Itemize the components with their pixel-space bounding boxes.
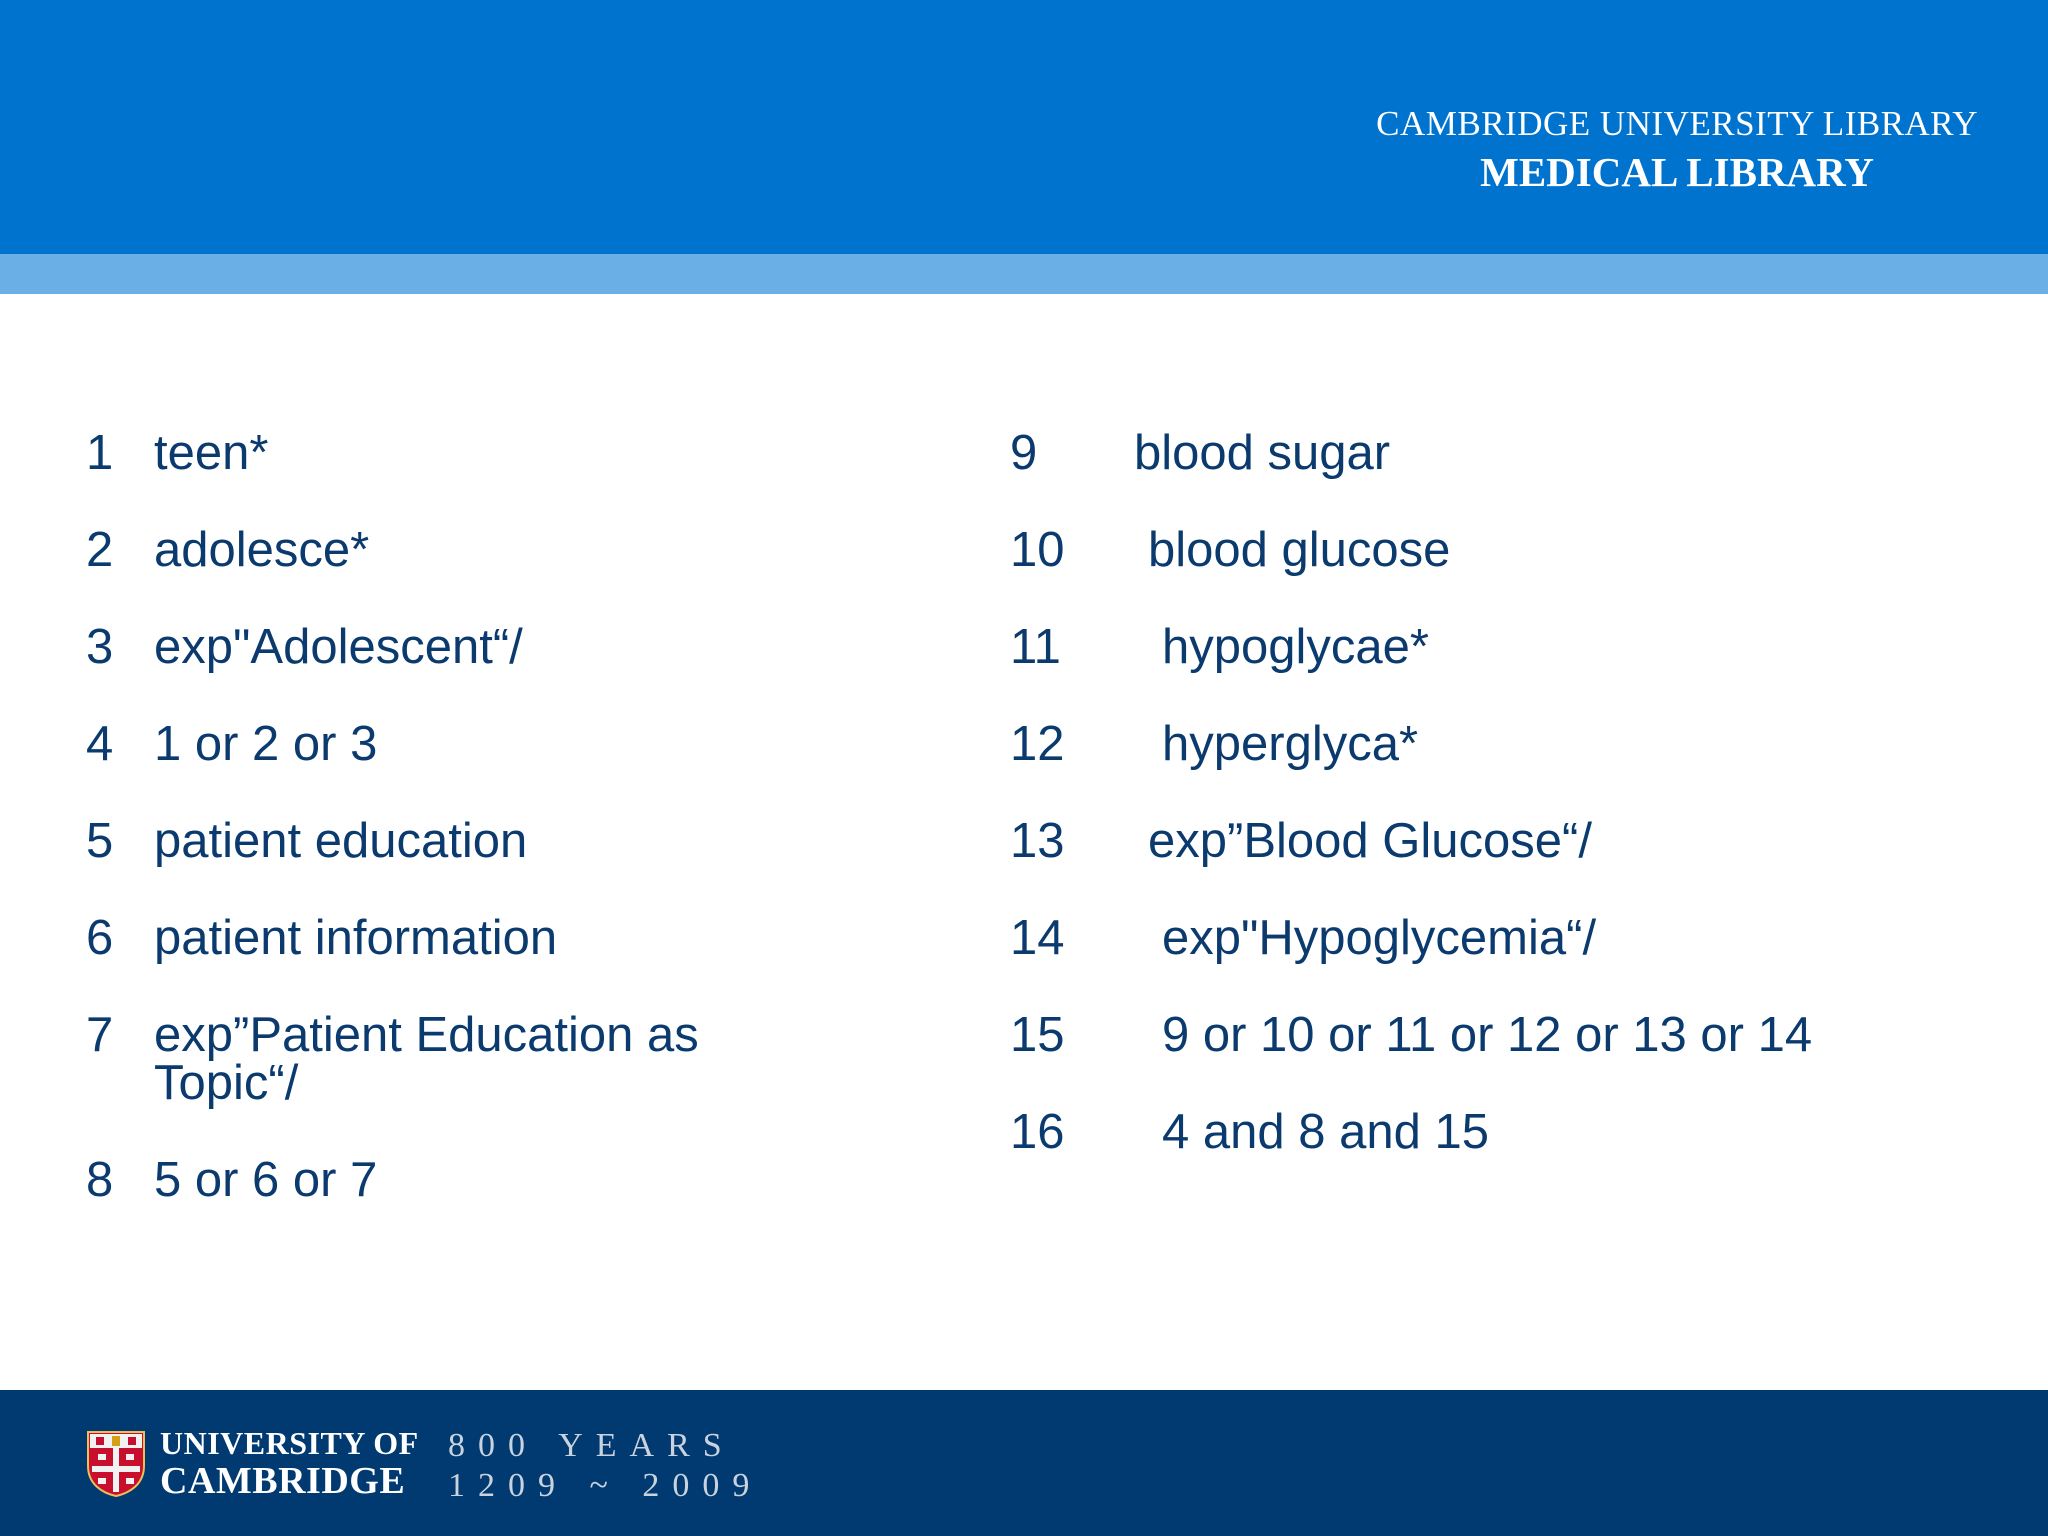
search-term: blood glucose (1148, 523, 1451, 577)
search-term: exp"Hypoglycemia“/ (1162, 911, 1597, 965)
line-number: 9 (1010, 426, 1038, 480)
line-number: 4 (86, 717, 114, 771)
library-name: CAMBRIDGE UNIVERSITY LIBRARY (1376, 104, 1978, 143)
anniversary-line2: 1209 ~ 2009 (448, 1467, 763, 1504)
search-term: adolesce* (154, 523, 370, 577)
search-term: 9 or 10 or 11 or 12 or 13 or 14 (1162, 1008, 1813, 1062)
search-term-continued: Topic“/ (154, 1056, 299, 1110)
search-term: exp"Adolescent“/ (154, 620, 523, 674)
search-term: 4 and 8 and 15 (1162, 1105, 1489, 1159)
search-term: hypoglycae* (1162, 620, 1429, 674)
line-number: 8 (86, 1153, 114, 1207)
university-wordmark (160, 1424, 419, 1500)
line-number: 1 (86, 426, 114, 480)
search-term: 5 or 6 or 7 (154, 1153, 378, 1207)
search-term: exp”Blood Glucose“/ (1148, 814, 1592, 868)
line-number: 6 (86, 911, 114, 965)
footer-banner (0, 1390, 2048, 1536)
search-term: patient information (154, 911, 558, 965)
line-number: 14 (1010, 911, 1065, 965)
university-name-line2: CAMBRIDGE (160, 1460, 406, 1502)
search-term: 1 or 2 or 3 (154, 717, 378, 771)
anniversary-mark (448, 1426, 762, 1506)
line-number: 2 (86, 523, 114, 577)
line-number: 13 (1010, 814, 1065, 868)
search-term: hyperglyca* (1162, 717, 1419, 771)
university-crest-icon (86, 1430, 146, 1498)
line-number: 3 (86, 620, 114, 674)
search-term: patient education (154, 814, 528, 868)
line-number: 15 (1010, 1008, 1065, 1062)
line-number: 12 (1010, 717, 1065, 771)
line-number: 5 (86, 814, 114, 868)
search-term: blood sugar (1134, 426, 1391, 480)
line-number: 7 (86, 1008, 114, 1062)
line-number: 10 (1010, 523, 1065, 577)
search-term: teen* (154, 426, 269, 480)
anniversary-line1: 800 YEARS (448, 1427, 735, 1464)
university-name-line1: UNIVERSITY OF (160, 1425, 419, 1461)
search-term: exp”Patient Education as (154, 1008, 699, 1062)
department-name: MEDICAL LIBRARY (1480, 149, 1874, 195)
line-number: 16 (1010, 1105, 1065, 1159)
line-number: 11 (1010, 620, 1061, 674)
